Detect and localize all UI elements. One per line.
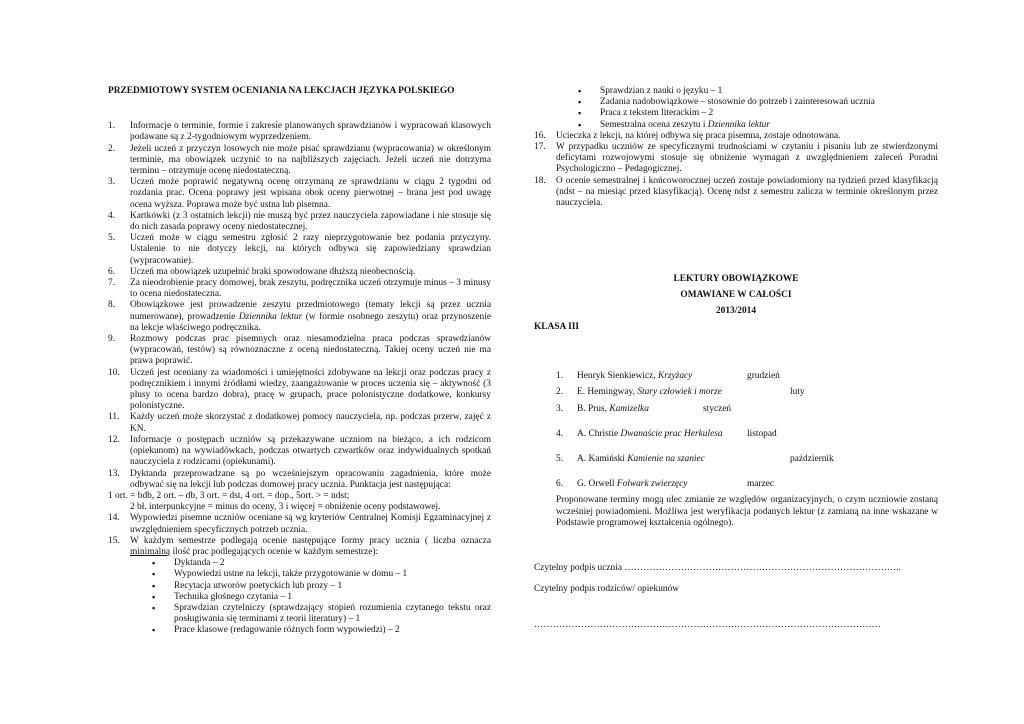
bullet-item: ▪ Dyktanda – 2 xyxy=(152,558,491,569)
bullet-item: ▪ Recytacja utworów poetyckich lub prozy – 1 xyxy=(152,581,491,592)
grading-scale: 1 ort. = bdb, 2 ort. – db, 3 ort. = dst, 4 ort. = dop., 5ort. > = ndst; xyxy=(108,490,350,501)
list-item: 5. Uczeń może w ciągu semestru zgłosić 2 razy nieprzygotowanie bez podania przyczyny. Ustalenie to nie dotyczy lekcji, na których odbywa się zapowiedziany sprawdzian (wypracowanie). xyxy=(108,233,491,266)
list-item: 13. Dyktanda przeprowadzane są po wcześniejszym opracowaniu zagadnienia, które może odbywać się na lekcji lub podczas domowej pracy ucznia. Punktacja jest następująca: xyxy=(108,468,491,490)
student-signature: Czytelny podpis ucznia …………………………………………………………………………….. xyxy=(534,563,901,573)
list-item: 14. Wypowiedzi pisemne uczniów oceniane są wg kryteriów Centralnej Komisji Egzaminacyjnej z uwzględnieniem specyficznych potrzeb ucznia. xyxy=(108,513,491,535)
list-item: 17. W przypadku uczniów ze specyficznymi trudnościami w czytaniu i pisaniu lub ze stwierdzonymi deficytami rozwojowymi stosuje się obniżenie wymagań z uwzględnieniem zaleceń Poradni Psychologiczno – Pedagogicznej. xyxy=(534,142,938,175)
list-item: 3. Uczeń może poprawić negatywną ocenę otrzymaną ze sprawdzianu w ciągu 2 tygodni od rozdania prac. Ocena poprawy jest wpisana obok oceny pierwotnej – brana jest pod uwagę ocena wyższa. Poprawa może być ustna lub pisemna. xyxy=(108,177,491,210)
reading-list-subtitle: OMAWIANE W CAŁOŚCI xyxy=(680,290,792,301)
bullet-item: ▪ Wypowiedzi ustne na lekcji, także przygotowanie w domu – 1 xyxy=(152,569,491,580)
list-item: 18. O ocenie semestralnej i końcoworocznej uczeń zostaje powiadomiony na tydzień przed klasyfikacją (ndst – na miesiąc przed klasyfikacją). Ocenę ndst z semestru zalicza w terminie określonym przez nauczyciela. xyxy=(534,175,938,209)
parents-signature-label: Czytelny podpis rodziców/ opiekunów xyxy=(534,584,680,594)
list-item: 1. Informacje o terminie, formie i zakresie planowanych sprawdzianów i wypracowań klasowych podawane są z 2-tygodniowym wyprzedzeniem. xyxy=(108,121,491,143)
rules-list-right xyxy=(534,131,938,209)
rules-list-cont xyxy=(108,513,491,558)
bullet-item: ▪ Technika głośnego czytania – 1 xyxy=(152,592,491,603)
school-year: 2013/2014 xyxy=(715,306,757,317)
work-forms-list xyxy=(108,558,491,636)
list-item: 10. Uczeń jest oceniany za wiadomości i umiejętności zdobywane na lekcji oraz podczas pracy z podręcznikiem i innymi źródłami wiedzy, zaangażowanie w proces uczenia się – aktywność (3 plusy to ocena bardzo dobra), pracę w grupach, prace polonistyczne dodatkowe, konkursy polonistyczne. xyxy=(108,367,491,412)
bullet-item: ▪ Zadania nadobowiązkowe – stosownie do potrzeb i zainteresowań ucznia xyxy=(578,97,938,108)
reading-item: 5. A. Kamiński Kamienie na szaniec październik xyxy=(556,453,834,464)
right-column xyxy=(534,86,938,529)
list-item: 15. W każdym semestrze podlegają ocenie następujące formy pracy ucznia ( liczba oznacza minimalną ilość prac podlegających ocenie w każdym semestrze): xyxy=(108,535,491,557)
reading-item: 6. G. Orwell Folwark zwierzęcy marzec xyxy=(556,479,775,490)
reading-item: 3. B. Prus, Kamizelka styczeń xyxy=(556,403,732,414)
document-title: PRZEDMIOTOWY SYSTEM OCENIANIA NA LEKCJACH JĘZYKA POLSKIEGO xyxy=(108,86,455,96)
reading-item: 4. A. Christie Dwanaście prac Herkulesa listopad xyxy=(556,428,777,439)
list-item: 6. Uczeń ma obowiązek uzupełnić braki spowodowane dłuższą nieobecnością. xyxy=(108,266,416,277)
list-item: 2. Jeżeli uczeń z przyczyn losowych nie może pisać sprawdzianu (wypracowania) w określonym terminie, ma obowiązek uczynić to na najbliższych zajęciach. Jeżeli uczeń nie dotrzyma terminu – otrzymuje ocenę niedostateczną. xyxy=(108,143,491,177)
list-item: 16. Ucieczka z lekcji, na której odbywa się praca pisemna, zostaje odnotowana. xyxy=(534,130,841,141)
class-label: KLASA III xyxy=(534,322,580,333)
list-item: 12. Informacje o postępach uczniów są przekazywane uczniom na bieżąco, a ich rodzicom (opiekunom) na wywiadówkach, podczas otwartych czwartków oraz indywidualnych spotkań nauczyciela z rodzicami (opiekunami). xyxy=(108,434,491,468)
bullet-item: ▪ Sprawdzian z nauki o języku – 1 xyxy=(578,86,938,97)
bullet-item: ▪ Praca z tekstem literackim – 2 xyxy=(578,108,938,119)
list-item: 7. Za nieodrobienie pracy domowej, brak zeszytu, podręcznika uczeń otrzymuje minus – 3 minusy to ocena niedostateczna. xyxy=(108,278,491,300)
bullet-item: ▪ Sprawdzian czytelniczy (sprawdzający stopień rozumienia czytanego tekstu oraz posługiwania się terminami z teorii literatury) – 1 xyxy=(152,603,491,625)
bullet-item: ▪ Prace klasowe (redagowanie różnych form wypowiedzi) – 2 xyxy=(152,625,491,636)
left-column xyxy=(108,86,491,637)
reading-list-title: LEKTURY OBOWIĄZKOWE xyxy=(673,274,799,285)
schedule-note: Proponowane terminy mogą ulec zmianie ze względów organizacyjnych, o czym uczniowie zostaną wcześniej powiadomieni. Możliwa jest weryfikacja podanych lektur (z zamianą na inne wskazane w Podstawie programowej kształcenia ogólnego). xyxy=(556,495,938,528)
list-item: 8. Obowiązkowe jest prowadzenie zeszytu przedmiotowego (tematy lekcji są przez ucznia numerowane), prowadzenie Dziennika lektur (w formie osobnego zeszytu) oraz przynoszenie na lekcje właściwego podręcznika. xyxy=(108,300,491,333)
list-item: 11. Każdy uczeń może skorzystać z dodatkowej pomocy nauczyciela, np. podczas przerw, zajęć z KN. xyxy=(108,412,491,434)
bullet-item: ▪ Semestralna ocena zeszytu i Dziennika lektur xyxy=(578,120,938,131)
rules-list xyxy=(108,121,491,491)
list-item: 4. Kartkówki (z 3 ostatnich lekcji) nie muszą być przez nauczyciela zapowiadane i nie stosuje się do nich zasada poprawy oceny niedostatecznej. xyxy=(108,210,491,233)
parents-signature-line: ………………………………………………………………………………………………… xyxy=(534,620,881,630)
list-item: 9. Rozmowy podczas prac pisemnych oraz niesamodzielna praca podczas sprawdzianów (wypracowań, testów) są równoznaczne z oceną niedostateczną. Takiej oceny uczeń nie ma prawa poprawić. xyxy=(108,334,491,367)
work-forms-list-cont xyxy=(534,86,938,131)
reading-item: 1. Henryk Sienkiewicz, Krzyżacy grudzień xyxy=(556,371,780,382)
reading-item: 2. E. Hemingway, Stary człowiek i morze luty xyxy=(556,387,805,398)
reading-list xyxy=(534,371,938,490)
punctuation-note: 2 bł. interpunkcyjne = minus do oceny, 3 i więcej = obniżenie oceny podstawowej. xyxy=(130,502,441,513)
